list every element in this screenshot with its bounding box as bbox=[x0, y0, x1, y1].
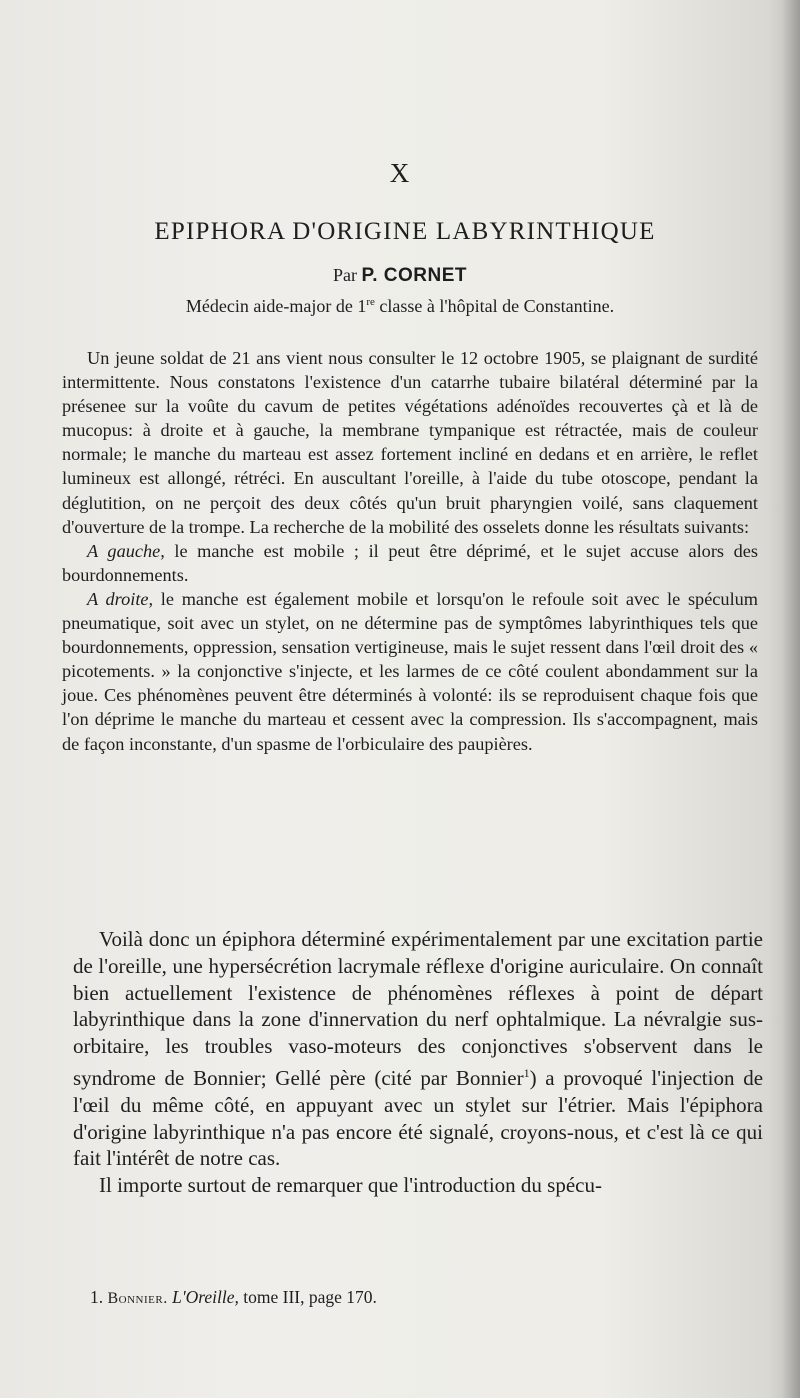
footnote bbox=[90, 1287, 770, 1308]
footnote-work: L'Oreille, bbox=[172, 1287, 239, 1307]
author-affiliation bbox=[0, 296, 800, 317]
binding-shadow bbox=[782, 0, 800, 1398]
paragraph-case-intro: Un jeune soldat de 21 ans vient nous consulter le 12 octobre 1905, se plaignant de surdité intermittente. Nous constatons l'existence d'un catarrhe tubaire bilatéral déterminé par la présenee sur la voûte du cavum de petites végétations adénoïdes recouvertes çà et là de mucopus: à droite et à gauche, la membrane tympanique est rétractée, mais de couleur normale; le manche du marteau est assez fortement incliné en dedans et en arrière, le reflet lumineux est allongé, rétréci. En auscultant l'oreille, à l'aide du tube otoscope, pendant la déglutition, on ne perçoit des deux côtés qu'un bruit pharyngien voilé, sans claquement d'ouverture de la trompe. La recherche de la mobilité des osselets donne les résultats suivants: bbox=[62, 348, 758, 537]
footnote-ref: 1 bbox=[523, 1065, 530, 1080]
paragraph-discussion bbox=[73, 926, 763, 1172]
discussion-text-before: Voilà donc un épiphora déterminé expérimentalement par une excitation partie de l'oreille, une hypersécrétion lacrymale réflexe d'origine auriculaire. On connaît bien actuellement l'existence de phénomènes réflexes à point de départ labyrinthique dans la zone d'innervation du nerf ophtalmique. La névralgie sus-orbitaire, les troubles vaso-moteurs des conjonctives s'observent dans le syndrome de Bonnier; Gellé père (cité par Bonnier bbox=[73, 927, 763, 1090]
byline-par: Par bbox=[332, 265, 362, 285]
chapter-numeral: X bbox=[389, 158, 411, 188]
author-name: P. CORNET bbox=[361, 265, 467, 286]
discussion-text-after: ) a provoqué l'injection de l'œil du même côté, en appuyant avec un stylet sur l'étrier. Mais l'épiphora d'origine labyrinthique n'a pas encore été signalé, croyons-nous, et c'est là ce qui fait l'intérêt de notre cas. bbox=[73, 1065, 764, 1171]
footnote-number: 1. bbox=[90, 1287, 108, 1307]
affiliation-after: classe à l'hôpital de Constantine. bbox=[374, 296, 615, 316]
paragraph-continuation: Il importe surtout de remarquer que l'introduction du spécu- bbox=[99, 1173, 602, 1198]
paragraph-right-ear bbox=[62, 587, 758, 756]
right-ear-text: le manche est également mobile et lorsqu'on le refoule soit avec le spéculum pneumatique, soit avec un stylet, on ne détermine pas de symptômes labyrinthiques tels que bourdonnements, oppression, sensation vertigineuse, mais le sujet ressent dans l'œil droit des « picotements. » la conjonctive s'injecte, et les larmes de ce côté coulent abondamment sur la joue. Ces phénomènes peuvent être déterminés à volonté: ils se reproduisent chaque fois que l'on déprime le manche du marteau et cessent avec la compression. Ils s'accompagnent, mais de façon inconstante, d'un spasme de l'orbiculaire des paupières. bbox=[62, 588, 759, 754]
paragraph-left-ear bbox=[62, 539, 758, 587]
case-report-section bbox=[62, 346, 758, 756]
footnote-rest: tome III, page 170. bbox=[238, 1287, 377, 1307]
left-ear-text: le manche est mobile ; il peut être déprimé, et le sujet accuse alors des bourdonnements. bbox=[62, 540, 758, 585]
discussion-section bbox=[73, 926, 763, 1199]
footnote-author: Bonnier. bbox=[107, 1290, 168, 1307]
affiliation-sup: re bbox=[366, 296, 375, 308]
right-ear-label: A droite, bbox=[87, 588, 154, 609]
affiliation-before: Médecin aide-major de 1 bbox=[185, 296, 367, 316]
left-ear-label: A gauche, bbox=[87, 540, 165, 561]
byline bbox=[0, 265, 800, 287]
chapter-title: EPIPHORA D'ORIGINE LABYRINTHIQUE bbox=[154, 218, 656, 245]
